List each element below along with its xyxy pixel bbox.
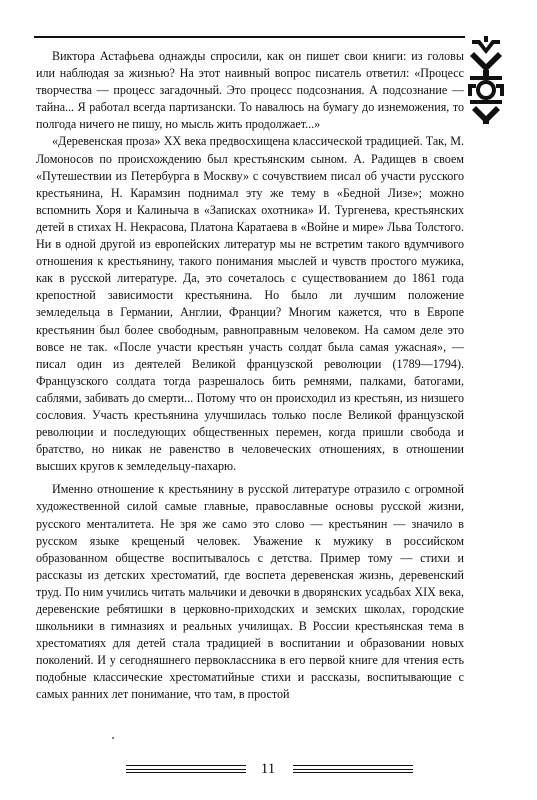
top-rule (34, 36, 465, 38)
folk-ornament-icon (466, 34, 506, 126)
page-number: 11 (260, 761, 276, 777)
footer-rule-left (126, 765, 246, 773)
paragraph-1: Виктора Астафьева однажды спросили, как он пишет свои книги: из головы или наблюдая за жизнью? На этот наивный вопрос писатель ответил: «Процесс творчества — процесс загадочный. Это процесс подсознания. А подсознание — тайна... Я работал всегда партизански. То навалюсь на бумагу до изнеможения, то полгода ничего не пишу, но мысль жить продолжает...» (36, 49, 464, 132)
print-speck (112, 737, 114, 739)
paragraph-2: «Деревенская проза» XX века предвосхищена классической традицией. Так, М. Ломоносов по происхождению был крестьянским сыном. А. Радищев в своем «Путешествии из Петербурга в Москву» с сочувствием писал об участи русского крестьянина, Н. Карамзин поднимал эту же тему в «Бедной Лизе»; можно вспомнить Хоря и Калиныча в «Записках охотника» И. Тургенева, крестьянских детей в стихах Н. Некрасова, Платона Каратаева в «Войне и мире» Льва Толстого. Ни в одной другой из европейских литератур мы не встретим такого вдумчивого отношения к крестьянину, такого понимания мыслей и чувств простого мужика, как в русской литературе. Да, это сочеталось с существованием до 1861 года крепостной зависимости крестьянина. Но было ли лучшим положение земледельца в Германии, Англии, Франции? Многим кажется, что в Европе крестьянин был более свободным, равноправным человеком. На самом деле это вовсе не так. «После участи крестьян участь солдат была самая ужасная», — писал один из деятелей Великой французской революции (1789—1794). Французского солдата тогда разрешалось бить ремнями, палками, батогами, саблями, забивать до смерти... Потому что он происходил из крестьян, из низшего сословия. Участь крестьянина улучшилась только после Великой французской революции и последующих общественных перемен, когда пришли свобода и братство, но никак не равенство в человеческих отношениях, в отношении высших кругов к земледельцу-пахарю. (36, 134, 464, 474)
footer-rule-right (293, 765, 413, 773)
body-text (36, 48, 464, 704)
paragraph-3: Именно отношение к крестьянину в русской литературе отразило с огромной художественной силой самые главные, православные основы русской жизни, русского менталитета. Не зря же само это слово — крестьянин — значило в русском языке крещеный человек. Уважение к мужику в российском образованном обществе воспитывалось с детства. Пример тому — стихи и рассказы из детских хрестоматий, где воспета деревенская жизнь, деревенский труд. По ним учились читать мальчики и девочки в дворянских усадьбах XIX века, деревенские ребятишки в церковно-приходских и земских школах, городские школьники в гимназиях и реальных училищах. В России крестьянская тема в хрестоматиях для детей стала традицией в воспитании и образовании новых поколений. И у сегодняшнего первоклассника в его первой книге для чтения есть подобные классические хрестоматийные стихи и рассказы, воспитывающие с самых ранних лет понимание, что там, в простой (36, 482, 464, 702)
page-footer (0, 760, 537, 780)
